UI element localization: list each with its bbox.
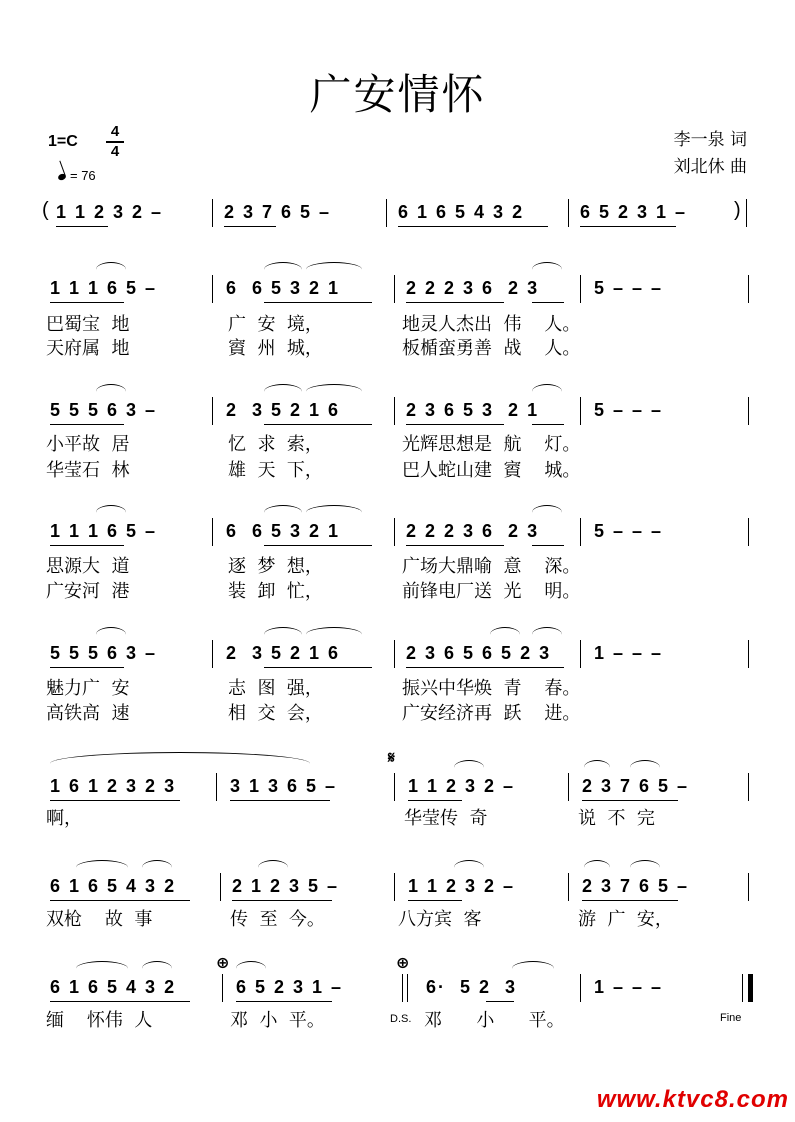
bar-line <box>746 199 747 227</box>
slur <box>532 627 562 642</box>
coda-sign: ⊕ <box>396 953 410 972</box>
lyric-line-6: 双枪 故 事 <box>46 909 153 930</box>
slur <box>264 505 302 520</box>
slur <box>630 860 660 875</box>
slur <box>306 627 362 642</box>
measure-1: 6 1 6 5 4 3 2 <box>50 977 177 997</box>
eighth-underline <box>224 226 276 227</box>
lyric-line-2-b: 华莹石 林 <box>46 460 130 481</box>
eighth-underline <box>264 545 372 546</box>
bar-line <box>742 974 743 1002</box>
lyric-line-4-a: 志 图 强， <box>228 678 323 699</box>
eighth-underline <box>580 226 676 227</box>
measure-2: 6 5 2 3 1 – <box>236 977 344 997</box>
bar-line <box>580 518 581 546</box>
bar-line <box>394 773 395 801</box>
bar-line <box>212 397 213 425</box>
eighth-underline <box>582 800 678 801</box>
measure-1: 1 1 1 6 5 – <box>50 521 158 541</box>
bar-line <box>580 640 581 668</box>
measure-1: 1 6 1 2 3 2 3 <box>50 776 177 796</box>
measure-1: 1 1 2 3 2 – <box>56 202 164 222</box>
eighth-underline <box>406 302 504 303</box>
eighth-underline <box>532 545 564 546</box>
lyric-line-1-b: 天府属 地 <box>46 338 130 359</box>
eighth-underline <box>406 424 504 425</box>
eighth-underline <box>264 667 372 668</box>
slur <box>96 627 126 642</box>
measure-3: 1 1 2 3 2 – <box>408 776 516 796</box>
bar-line <box>748 518 749 546</box>
measure-1: 5 5 5 6 3 – <box>50 400 158 420</box>
lyric-line-1-a: 广 安 境， <box>228 314 323 335</box>
slur <box>264 262 302 277</box>
lyric-line-6: 八方宾 客 <box>398 909 482 930</box>
measure-1: 1 1 1 6 5 – <box>50 278 158 298</box>
lyric-line-4-a: 魅力广 安 <box>46 678 130 699</box>
bar-line <box>394 275 395 303</box>
eighth-underline <box>50 900 190 901</box>
time-signature-top: 4 <box>110 123 120 140</box>
measure-4: 6 5 2 3 1 – <box>580 202 688 222</box>
bar-line <box>220 873 221 901</box>
eighth-underline <box>532 302 564 303</box>
close-paren: ) <box>734 199 741 221</box>
measure-3: 2 2 2 3 6 2 3 <box>406 521 540 541</box>
lyric-line-5: 说 不 完 <box>578 808 655 829</box>
slur <box>76 961 128 976</box>
bar-line <box>748 640 749 668</box>
bar-line <box>394 518 395 546</box>
eighth-underline <box>50 1001 190 1002</box>
open-paren: ( <box>42 199 49 221</box>
lyric-line-3-a: 广场大鼎喻 意 深。 <box>402 556 581 577</box>
bar-line <box>580 974 581 1002</box>
bar-line <box>212 275 213 303</box>
bar-line <box>386 199 387 227</box>
tempo-value: = 76 <box>70 168 96 183</box>
slur <box>258 860 288 875</box>
lyric-line-2-a: 小平故 居 <box>46 434 130 455</box>
lyric-line-7: 缅 怀伟 人 <box>46 1010 153 1031</box>
measure-2: 2 1 2 3 5 – <box>232 876 340 896</box>
eighth-underline <box>582 900 678 901</box>
lyric-line-2-b: 雄 天 下， <box>228 460 323 481</box>
bar-line <box>394 640 395 668</box>
measure-3: 2 3 6 5 6 5 2 3 <box>406 643 552 663</box>
bar-line <box>748 873 749 901</box>
bar-line <box>580 275 581 303</box>
bar-line <box>568 873 569 901</box>
measure-3: 6· 5 2 3 <box>426 977 518 997</box>
slur <box>96 384 126 399</box>
measure-3: 2 3 6 5 3 2 1 <box>406 400 540 420</box>
lyric-line-4-b: 相 交 会， <box>228 703 323 724</box>
measure-3: 6 1 6 5 4 3 2 <box>398 202 525 222</box>
eighth-underline <box>236 1001 332 1002</box>
eighth-underline <box>406 545 504 546</box>
slur <box>584 860 610 875</box>
measure-4: 5 – – – <box>594 278 664 298</box>
eighth-underline <box>50 667 124 668</box>
lyric-line-3-a: 逐 梦 想， <box>228 556 323 577</box>
slur <box>630 760 660 775</box>
lyric-line-2-a: 光辉思想是 航 灯。 <box>402 434 581 455</box>
slur <box>306 384 362 399</box>
bar-line <box>394 397 395 425</box>
eighth-underline <box>50 424 124 425</box>
bar-line <box>212 199 213 227</box>
eighth-underline <box>264 424 372 425</box>
repeat-bar-line <box>402 974 403 1002</box>
fine-marking: Fine <box>720 1012 742 1024</box>
lyric-line-1-a: 巴蜀宝 地 <box>46 314 130 335</box>
lyric-line-7: 邓 小 平。 <box>230 1010 325 1031</box>
measure-2: 6 6 5 3 2 1 <box>226 278 341 298</box>
lyric-line-3-b: 装 卸 忙， <box>228 581 323 602</box>
slur <box>306 505 362 520</box>
eighth-underline <box>408 900 462 901</box>
slur <box>512 961 554 976</box>
eighth-underline <box>50 302 124 303</box>
lyric-line-4-a: 振兴中华焕 青 春。 <box>402 678 581 699</box>
slur <box>264 384 302 399</box>
measure-1: 5 5 5 6 3 – <box>50 643 158 663</box>
slur <box>236 961 266 976</box>
eighth-underline <box>50 545 124 546</box>
measure-2: 3 1 3 6 5 – <box>230 776 338 796</box>
coda-sign: ⊕ <box>216 953 230 972</box>
bar-line <box>216 773 217 801</box>
bar-line <box>568 773 569 801</box>
lyric-line-3-b: 前锋电厂送 光 明。 <box>402 581 581 602</box>
slur <box>532 262 562 277</box>
slur <box>50 752 310 775</box>
lyric-line-3-b: 广安河 港 <box>46 581 130 602</box>
eighth-underline <box>486 1001 514 1002</box>
slur <box>532 384 562 399</box>
slur <box>532 505 562 520</box>
measure-4: 2 3 7 6 5 – <box>582 876 690 896</box>
bar-line <box>748 397 749 425</box>
measure-2: 6 6 5 3 2 1 <box>226 521 341 541</box>
quarter-note-icon <box>57 173 67 181</box>
bar-line <box>212 640 213 668</box>
lyric-line-6: 传 至 今。 <box>230 909 325 930</box>
bar-line <box>394 873 395 901</box>
song-title: 广安情怀 <box>309 70 486 119</box>
slur <box>264 627 302 642</box>
lyric-line-1-b: 板楯蛮勇善 战 人。 <box>402 338 581 359</box>
lyric-line-5: 华莹传 奇 <box>404 808 488 829</box>
slur <box>142 860 172 875</box>
key-signature: 1=C <box>48 133 78 150</box>
eighth-underline <box>398 226 548 227</box>
bar-line <box>222 974 223 1002</box>
time-signature <box>106 124 124 160</box>
measure-2: 2 3 5 2 1 6 <box>226 400 341 420</box>
bar-line <box>568 199 569 227</box>
bar-line <box>748 773 749 801</box>
bar-line <box>212 518 213 546</box>
slur <box>96 262 126 277</box>
lyric-line-5: 啊， <box>46 808 82 829</box>
bar-line <box>580 397 581 425</box>
eighth-underline <box>56 226 108 227</box>
measure-4: 5 – – – <box>594 521 664 541</box>
lyric-line-1-a: 地灵人杰出 伟 人。 <box>402 314 581 335</box>
measure-4: 5 – – – <box>594 400 664 420</box>
final-bar-line <box>748 974 753 1002</box>
eighth-underline <box>264 302 372 303</box>
time-signature-bottom: 4 <box>110 143 120 160</box>
measure-3: 2 2 2 3 6 2 3 <box>406 278 540 298</box>
eighth-underline <box>50 800 180 801</box>
lyric-line-2-a: 忆 求 索， <box>228 434 323 455</box>
slur <box>306 262 362 277</box>
eighth-underline <box>532 424 564 425</box>
lyric-line-1-b: 賨 州 城， <box>228 338 323 359</box>
measure-2: 2 3 7 6 5 – <box>224 202 332 222</box>
slur <box>454 860 484 875</box>
slur <box>76 860 128 875</box>
eighth-underline <box>408 800 462 801</box>
eighth-underline <box>406 667 564 668</box>
measure-4: 1 – – – <box>594 977 664 997</box>
lyric-line-7: 邓 小 平。 <box>424 1010 565 1031</box>
lyric-line-3-a: 思源大 道 <box>46 556 130 577</box>
lyric-line-2-b: 巴人蛇山建 賨 城。 <box>402 460 581 481</box>
lyric-line-4-b: 高铁高 速 <box>46 703 130 724</box>
lyricist-credit: 李一泉 词 <box>673 130 747 150</box>
slur <box>454 760 484 775</box>
slur <box>490 627 520 642</box>
slur <box>96 505 126 520</box>
measure-3: 1 1 2 3 2 – <box>408 876 516 896</box>
measure-2: 2 3 5 2 1 6 <box>226 643 341 663</box>
tempo-marking <box>58 168 96 183</box>
composer-credit: 刘北休 曲 <box>673 157 747 177</box>
eighth-underline <box>230 800 330 801</box>
slur <box>142 961 172 976</box>
ds-marking: D.S. <box>390 1013 412 1025</box>
lyric-line-6: 游 广 安， <box>578 909 673 930</box>
bar-line <box>748 275 749 303</box>
lyric-line-4-b: 广安经济再 跃 进。 <box>402 703 581 724</box>
measure-4: 1 – – – <box>594 643 664 663</box>
site-watermark[interactable]: www.ktvc8.com <box>596 1086 789 1113</box>
measure-1: 6 1 6 5 4 3 2 <box>50 876 177 896</box>
eighth-underline <box>232 900 332 901</box>
segno-sign: 𝄋 <box>388 748 395 767</box>
measure-4: 2 3 7 6 5 – <box>582 776 690 796</box>
slur <box>584 760 610 775</box>
